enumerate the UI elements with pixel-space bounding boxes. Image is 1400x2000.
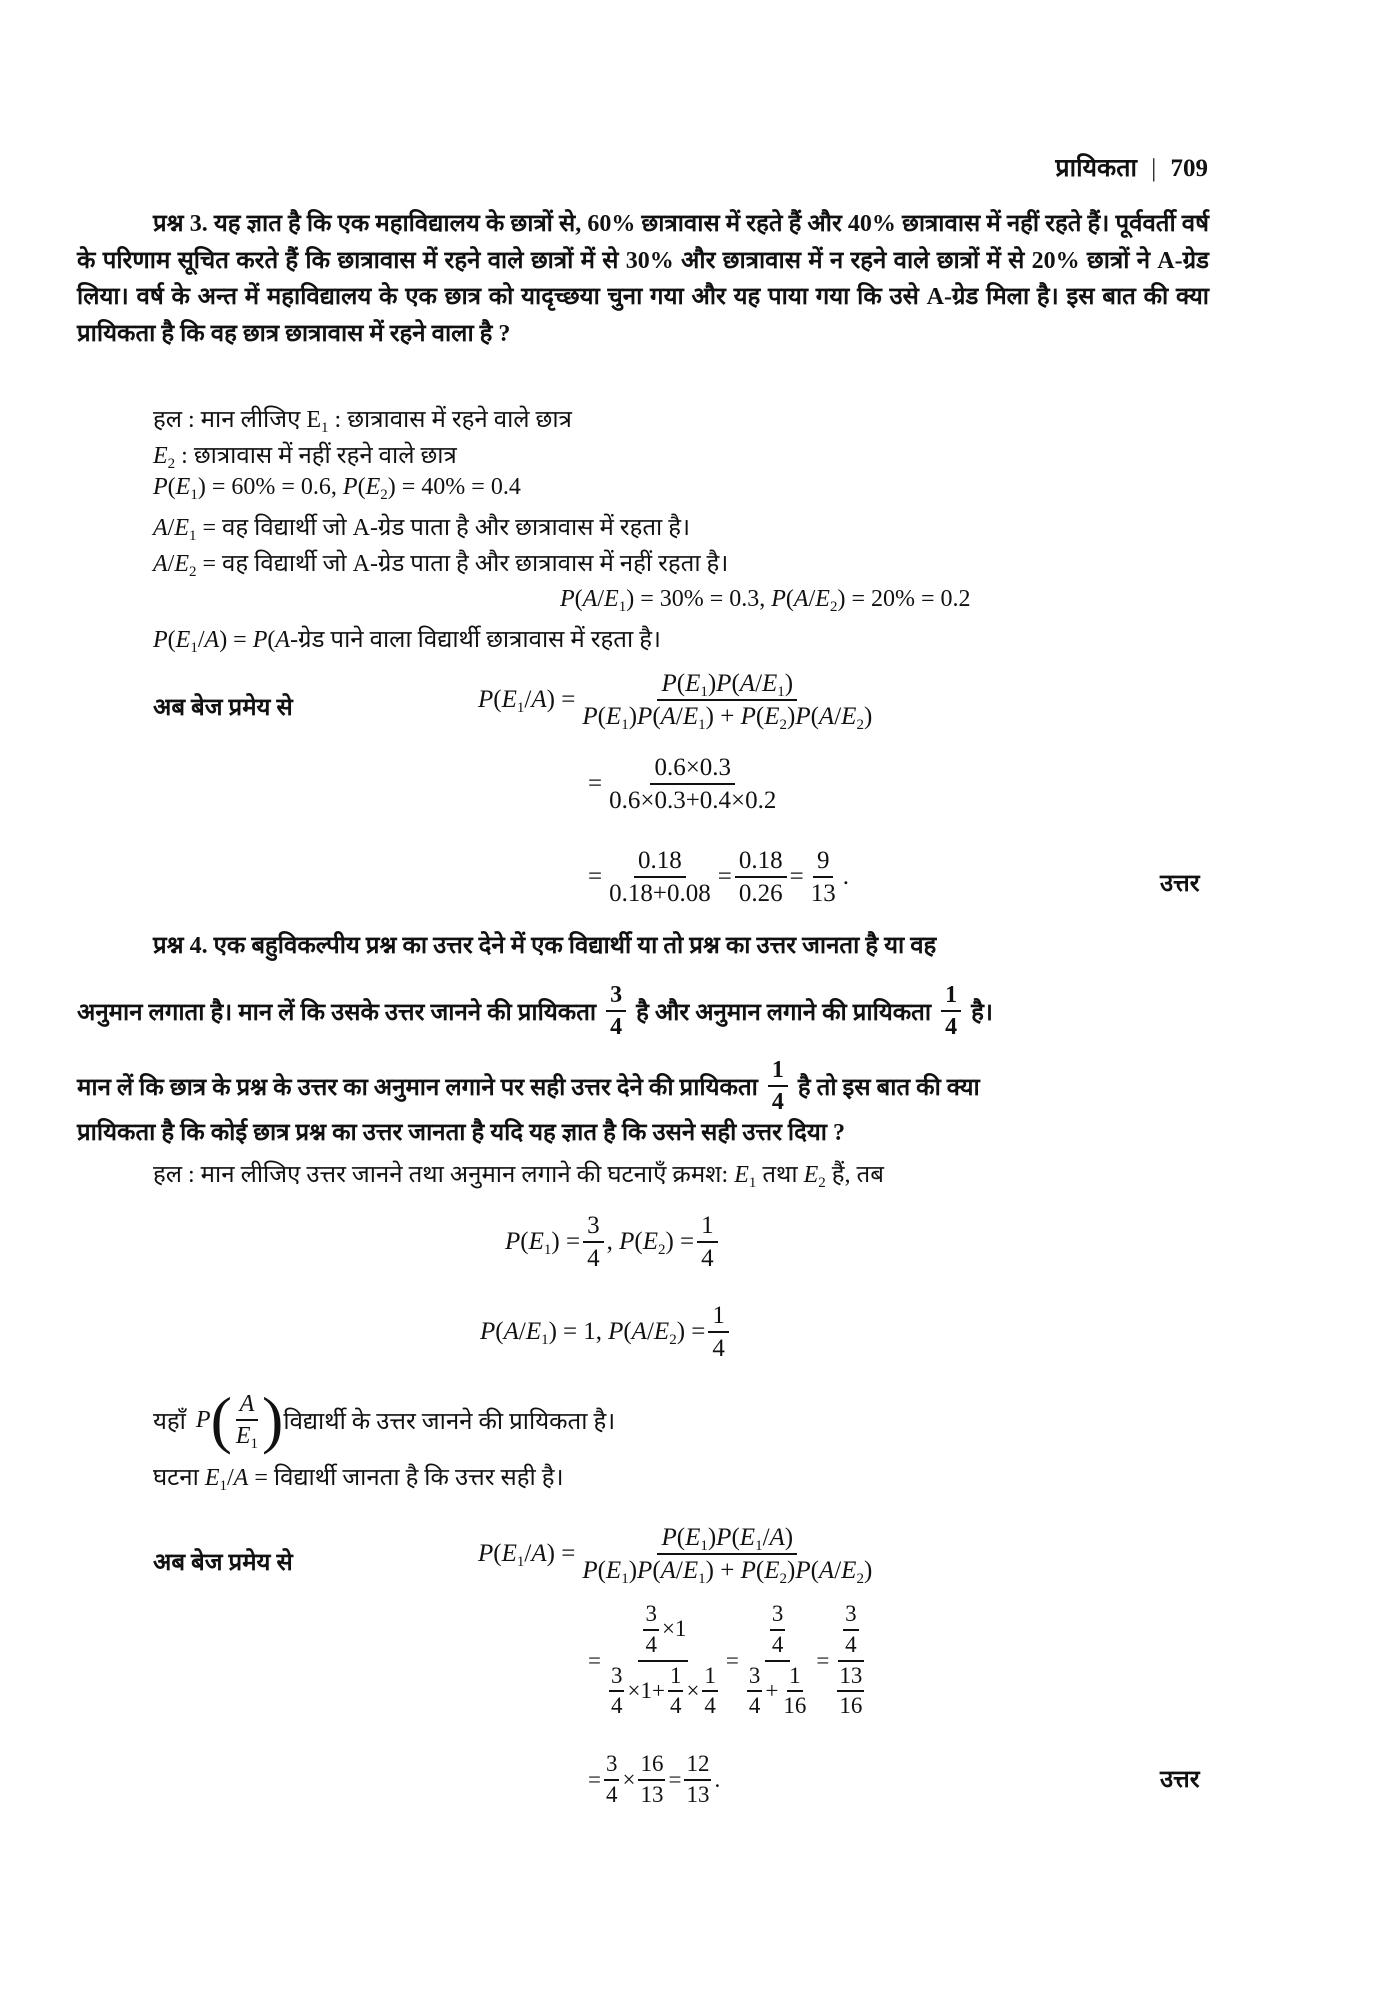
- result-denominator: 13: [810, 880, 836, 908]
- fraction-know: [606, 980, 626, 1042]
- q3-posterior-definition: $P(E_1/A)$ = P(A-ग्रेड पाने वाला विद्यार्थी छात्रावास में रहता है।: [153, 627, 662, 656]
- a-e2-definition-text: = वह विद्यार्थी जो A-ग्रेड पाता है और छात्रावास में नहीं रहता है।: [202, 551, 729, 577]
- p-e1-value: = 60% = 0.6,: [211, 474, 337, 500]
- a-e1-definition-text: = वह विद्यार्थी जो A-ग्रेड पाता है और छात्रावास में रहता है।: [202, 515, 691, 541]
- line-2-part-a: अनुमान लगाता है। मान लें कि उसके उत्तर जानने की प्रायिकता: [77, 999, 597, 1026]
- step-2-denominator: 0.6×0.3+0.4×0.2: [609, 787, 777, 815]
- q3-likelihoods: $P(A/E_1) = 30\% = 0.3$, $P(A/E_2) = 20\% = 0.2$: [560, 586, 971, 615]
- event-text: = विद्यार्थी जानता है कि उत्तर सही है।: [254, 1465, 564, 1491]
- p-a-e1-value: = 30% = 0.3,: [640, 586, 766, 612]
- hain-tab-text: हैं, तब: [831, 1162, 884, 1188]
- p-e2-value: = 40% = 0.4: [401, 474, 521, 500]
- fraction-correct: [768, 1055, 788, 1117]
- q4-event-note: घटना $E_1/A$ = विद्यार्थी जानता है कि उत्तर सही है।: [153, 1465, 564, 1494]
- question-4-line-1-text: एक बहुविकल्पीय प्रश्न का उत्तर देने में एक विद्यार्थी या तो प्रश्न का उत्तर जानता है या वह: [213, 933, 937, 959]
- result-numerator: 9: [813, 845, 834, 878]
- step-3-numerator-1: 0.18: [634, 845, 686, 878]
- fraction-know-num: 3: [606, 980, 626, 1012]
- q4-priors: $P(E_1)$ = $\frac{3}{4}$ , $P(E_2)$ = $\frac{1}{4}$: [505, 1210, 721, 1275]
- step-3-numerator-2: 0.18: [735, 845, 787, 878]
- q3-prior-probabilities: $P(E_1) = 60\% = 0.6$, $P(E_2) = 40\% = 0.4$: [153, 474, 521, 503]
- e1-definition: : छात्रावास में रहने वाले छात्र: [334, 407, 572, 433]
- q4-final-step: = $\frac{3}{4}$ × $\frac{16}{13}$ = $\frac{12}{13}$ .: [588, 1750, 720, 1810]
- question-4-line-4: प्रायिकता है कि कोई छात्र प्रश्न का उत्तर जानता है यदि यह ज्ञात है कि उसने सही उत्तर दिया ?: [77, 1120, 845, 1146]
- question-4-label: प्रश्न 4.: [153, 933, 208, 959]
- event-label: घटना: [153, 1465, 199, 1491]
- line-3-part-a: मान लें कि छात्र के प्रश्न के उत्तर का अनुमान लगाने पर सही उत्तर देने की प्रायिकता: [77, 1074, 758, 1101]
- q3-bayes-label: अब बेज प्रमेय से: [153, 695, 293, 721]
- fraction-guess-den: 4: [945, 1014, 958, 1040]
- step-3-denominator-2: 0.26: [738, 880, 783, 908]
- fraction-correct-num: 1: [768, 1055, 788, 1087]
- here-text: विद्यार्थी के उत्तर जानने की प्रायिकता है।: [283, 1408, 616, 1435]
- e2-definition-text: : छात्रावास में नहीं रहने वाले छात्र: [181, 443, 457, 469]
- q3-a-e2-definition: $A/E_2$ = वह विद्यार्थी जो A-ग्रेड पाता है और छात्रावास में नहीं रहता है।: [153, 551, 729, 580]
- fraction-guess-num: 1: [941, 980, 961, 1012]
- q4-here-note: यहाँ P ( $\frac{A}{E_1}$ ) विद्यार्थी के उत्तर जानने की प्रायिकता है।: [153, 1384, 616, 1455]
- fraction-correct-den: 4: [771, 1089, 784, 1115]
- question-4-line-2: [77, 980, 1209, 1042]
- step-3-denominator-1: 0.18+0.08: [609, 880, 711, 908]
- q3-solution-intro: हल : मान लीजिए $E_1$ : छात्रावास में रहने वाले छात्र: [153, 407, 572, 436]
- q3-answer-label: उत्तर: [1160, 871, 1200, 897]
- page-number: 709: [1170, 155, 1208, 182]
- q3-bayes-formula: $P(E_1/A)$ = $\frac{P(E_1)P(A/E_1)}{P(E_1)P(A/E_1) + P(E_2)P(A/E_2)}$: [478, 670, 873, 734]
- q4-bayes-formula: $P(E_1/A)$ = $\frac{P(E_1)P(E_1/A)}{P(E_1)P(A/E_1) + P(E_2)P(A/E_2)}$: [478, 1524, 873, 1588]
- question-3-label: प्रश्न 3.: [153, 211, 208, 237]
- fraction-guess: [941, 980, 961, 1042]
- q4-solution-intro: हल : मान लीजिए उत्तर जानने तथा अनुमान लगाने की घटनाएँ क्रमश: $E_1$ तथा $E_2$ हैं, तब: [153, 1162, 884, 1191]
- q4-intro-text: हल : मान लीजिए उत्तर जानने तथा अनुमान लगाने की घटनाएँ क्रमश:: [153, 1162, 729, 1188]
- question-4-line-3: [77, 1055, 1209, 1117]
- posterior-definition-text: -ग्रेड पाने वाला विद्यार्थी छात्रावास में रहता है।: [290, 627, 662, 653]
- question-3: [77, 206, 1209, 352]
- line-3-part-b: है तो इस बात की क्या: [797, 1074, 980, 1101]
- q4-step-2: = $\frac{3}{4}$ ×1 $\frac{3}{4}$ ×1+ $\frac{1}{4}$ × $\frac{1}{4}$ = $\frac{3}{4}$ $\frac{3}{4}$ + $\frac{1}{16}$ = $\frac{\frac{3}{4}}{\frac{13}{16}}$: [588, 1601, 863, 1719]
- fraction-know-den: 4: [610, 1014, 623, 1040]
- question-3-text: यह ज्ञात है कि एक महाविद्यालय के छात्रों से, 60% छात्रावास में रहते हैं और 40% छात्रावास में नहीं रहते हैं। पूर्ववर्ती वर्ष के परिणाम सूचित करते हैं कि छात्रावास में रहने वाले छात्रों में से 30% और छात्रावास में न रहने वाले छात्रों में से 20% छात्रों ने A-ग्रेड लिया। वर्ष के अन्त में महाविद्यालय के एक छात्र को यादृच्छया चुना गया और यह पाया गया कि उसे A-ग्रेड मिला है। इस बात की क्या प्रायिकता है कि वह छात्र छात्रावास में रहने वाला है ?: [77, 211, 1210, 347]
- page-header: [1055, 150, 1208, 184]
- chapter-title: प्रायिकता: [1055, 155, 1137, 182]
- q4-bayes-label: अब बेज प्रमेय से: [153, 1550, 293, 1576]
- q3-e2-definition: $E_2$ : छात्रावास में नहीं रहने वाले छात्र: [153, 443, 457, 472]
- q3-step-2: = $\frac{0.6\times 0.3}{0.6\times 0.3+0.4\times 0.2}$: [588, 752, 783, 817]
- q4-answer-label: उत्तर: [1160, 1767, 1200, 1793]
- final-denominator: 13: [686, 1781, 710, 1807]
- line-2-part-c: है।: [971, 999, 993, 1026]
- q4-likelihoods: $P(A/E_1)$ = 1, $P(A/E_2)$ = $\frac{1}{4}$: [480, 1300, 732, 1365]
- tatha-text: तथा: [762, 1162, 798, 1188]
- q3-a-e1-definition: $A/E_1$ = वह विद्यार्थी जो A-ग्रेड पाता है और छात्रावास में रहता है।: [153, 515, 691, 544]
- p-a-e2-value: = 20% = 0.2: [851, 586, 971, 612]
- here-label: यहाँ: [153, 1408, 186, 1435]
- solution-intro-text: हल : मान लीजिए: [153, 407, 301, 433]
- q3-step-3: = $\frac{0.18}{0.18+0.08}$ = $\frac{0.18}{0.26}$ = $\frac{9}{13}$ .: [588, 845, 849, 910]
- step-2-numerator: 0.6×0.3: [650, 752, 735, 785]
- final-numerator: 12: [684, 1750, 711, 1781]
- p-a-e1-value: = 1,: [562, 1318, 603, 1346]
- question-4-line-1: [77, 928, 1209, 961]
- line-2-part-b: है और अनुमान लगाने की प्रायिकता: [636, 999, 932, 1026]
- header-separator: |: [1151, 155, 1157, 182]
